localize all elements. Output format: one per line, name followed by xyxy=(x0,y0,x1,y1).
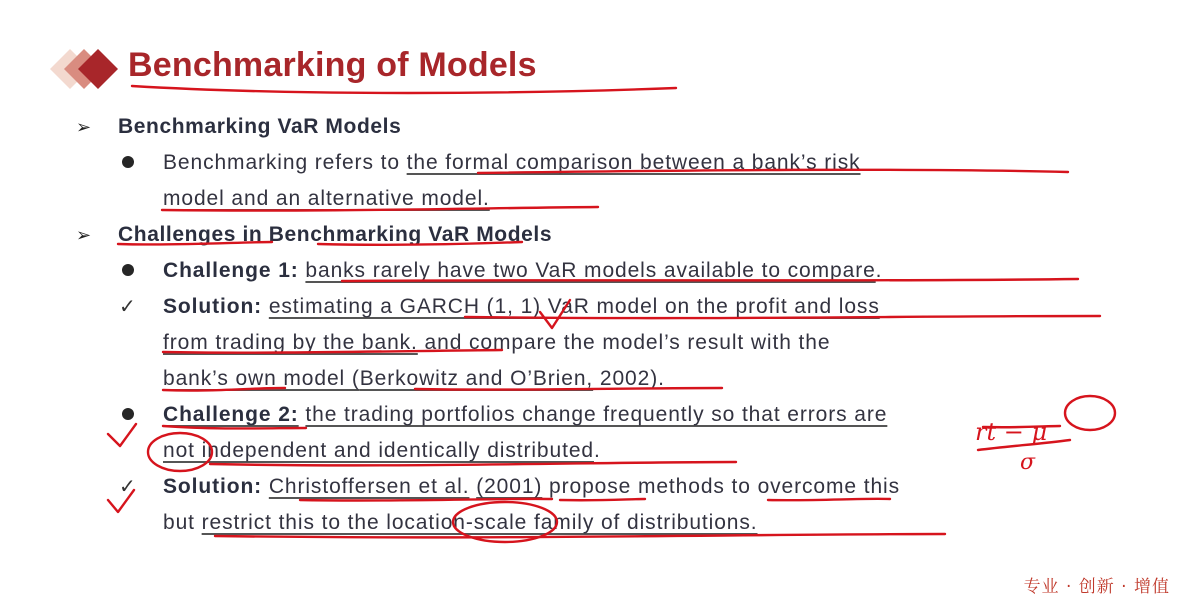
challenge-2-label: Challenge 2: xyxy=(163,403,299,426)
text-span: but xyxy=(163,511,202,534)
section-heading-1: Benchmarking VaR Models xyxy=(118,115,402,138)
solution-2-line-1 xyxy=(163,474,900,500)
underlined-text: from trading by the bank. xyxy=(163,331,418,354)
solution-1-label: Solution: xyxy=(163,295,263,318)
solution-1-line-3 xyxy=(163,366,665,392)
challenge-1 xyxy=(163,258,882,284)
citation-christoffersen: Christoffersen et al. xyxy=(268,475,470,498)
underlined-text: bank’s own model ( xyxy=(163,367,360,390)
text-span: Benchmarking refers to xyxy=(163,151,407,174)
solution-2-label: Solution: xyxy=(163,475,263,498)
underlined-text: model and an alternative model. xyxy=(163,187,490,210)
text-span: propose methods to overcome this xyxy=(542,475,900,498)
checkmark-icon: ✓ xyxy=(119,296,136,318)
arrow-bullet-icon: ➢ xyxy=(76,117,92,137)
text-span: and compare the model’s result with the xyxy=(417,331,831,354)
bullet-benchmarking-definition xyxy=(163,150,861,176)
checkmark-icon: ✓ xyxy=(119,476,136,498)
bullet-benchmarking-definition-cont xyxy=(163,186,490,212)
challenge-1-label: Challenge 1: xyxy=(163,259,299,282)
text-span: . xyxy=(875,259,883,282)
footer-slogan: 专业 · 创新 · 增值 xyxy=(1023,577,1170,597)
section-heading-2: Challenges in Benchmarking VaR Models xyxy=(118,223,553,246)
logo-diamonds-icon xyxy=(30,46,120,92)
handwritten-numerator: rt − μ xyxy=(975,418,1048,446)
bullet-dot-icon xyxy=(122,264,134,276)
underlined-text: banks rarely have two VaR models available to compare xyxy=(305,259,876,282)
underlined-text: restrict this to the location-scale family of distributions. xyxy=(201,511,758,534)
solution-1-line-1 xyxy=(163,294,880,320)
underlined-text: estimating a GARCH (1, 1) VaR model on the profit and loss xyxy=(268,295,880,318)
challenge-2-line-1 xyxy=(163,402,887,428)
title-underline xyxy=(132,86,676,93)
citation-berkowitz: Berkowitz and O’Brien, xyxy=(359,367,594,390)
are-circle xyxy=(1065,396,1115,430)
slide-title: Benchmarking of Models xyxy=(128,46,537,84)
solution-1-line-2 xyxy=(163,330,830,356)
text-span: . xyxy=(593,439,601,462)
bullet-dot-icon xyxy=(122,156,134,168)
challenge-2-line-2 xyxy=(163,438,601,464)
underlined-text: not independent and identically distributed xyxy=(163,439,594,462)
text-span: 2002). xyxy=(593,367,665,390)
underlined-text: the formal comparison between a bank’s risk xyxy=(406,151,861,174)
arrow-bullet-icon: ➢ xyxy=(76,225,92,245)
underlined-text: the trading portfolios change frequently so that errors are xyxy=(305,403,888,426)
handwritten-denominator: σ xyxy=(1020,450,1036,475)
left-check-1 xyxy=(108,424,136,446)
bullet-dot-icon xyxy=(122,408,134,420)
citation-year: (2001) xyxy=(476,475,543,498)
solution-2-line-2 xyxy=(163,510,758,536)
